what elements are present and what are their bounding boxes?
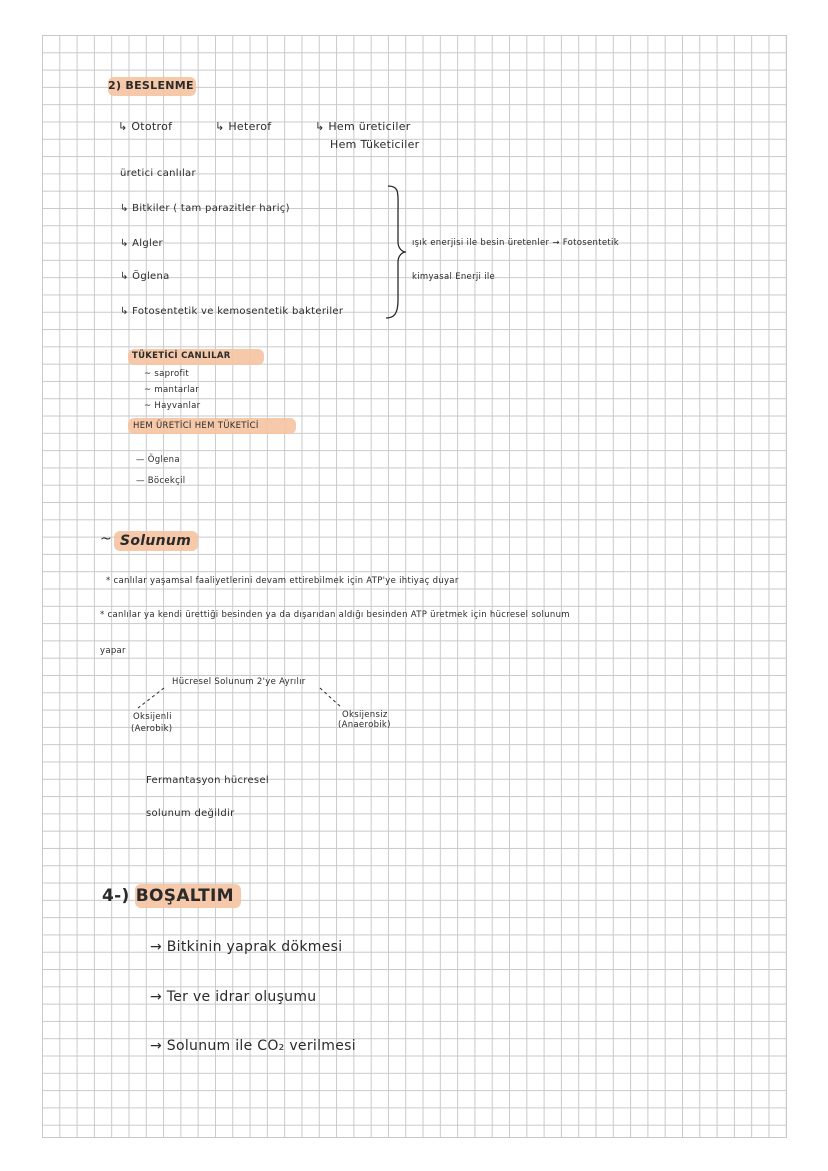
anaerobik-label: Oksijensiz — [342, 710, 388, 720]
uretici-item: ↳ Fotosentetik ve kemosentetik bakteriler — [120, 306, 344, 317]
solunum-line-1: * canlılar yaşamsal faaliyetlerini devam ettirebilmek için ATP'ye ihtiyaç duyar — [106, 576, 459, 586]
tuketici-item: ~ saprofit — [144, 369, 190, 379]
beslenme-heading: 2) BESLENME — [108, 79, 194, 92]
graph-paper-grid — [42, 35, 787, 1138]
fermantasyon-note: Fermantasyon hücresel — [146, 775, 269, 786]
split-arrows — [130, 686, 370, 712]
bosaltim-item: → Solunum ile CO₂ verilmesi — [150, 1038, 356, 1054]
curly-brace — [382, 182, 408, 322]
type-hem-tuketiciler: Hem Tüketiciler — [330, 138, 420, 151]
hem-title: HEM ÜRETİCİ HEM TÜKETİCİ — [133, 421, 259, 431]
uretici-item: ↳ Algler — [120, 238, 163, 249]
hem-item: — Öglena — [136, 455, 180, 465]
aerobik-label: Oksijenli — [133, 712, 172, 722]
uretici-item: ↳ Öglena — [120, 271, 170, 282]
aerobik-sub: (Aerobik) — [131, 724, 173, 734]
type-ototrof: ↳ Ototrof — [118, 120, 173, 133]
brace-note-fotosentetik: ışık enerjisi ile besin üretenler → Fotosentetik — [412, 238, 619, 248]
solunum-line-2: * canlılar ya kendi ürettiği besinden ya da dışarıdan aldığı besinden ATP üretmek için hücresel solunum — [100, 610, 570, 620]
split-label: Hücresel Solunum 2'ye Ayrılır — [172, 677, 306, 687]
ureticiler-title: üretici canlılar — [120, 168, 196, 179]
fermantasyon-note: solunum değildir — [146, 808, 235, 819]
bosaltim-item: → Ter ve idrar oluşumu — [150, 989, 317, 1005]
brace-note-kimyasal: kimyasal Enerji ile — [412, 272, 496, 282]
solunum-dash: ~ — [100, 531, 113, 547]
bosaltim-heading: 4-) BOŞALTIM — [102, 886, 234, 906]
solunum-line-2b: yapar — [100, 646, 126, 656]
uretici-item: ↳ Bitkiler ( tam parazitler hariç) — [120, 203, 290, 214]
anaerobik-sub: (Anaerobik) — [338, 720, 391, 730]
tuketici-item: ~ mantarlar — [144, 385, 200, 395]
type-hem-ureticiler: ↳ Hem üreticiler — [315, 120, 411, 133]
tuketici-item: ~ Hayvanlar — [144, 401, 201, 411]
hem-item: — Böcekçil — [136, 476, 186, 486]
tuketiciler-title: TÜKETİCİ CANLILAR — [132, 351, 231, 361]
bosaltim-item: → Bitkinin yaprak dökmesi — [150, 939, 343, 955]
type-heterof: ↳ Heterof — [215, 120, 272, 133]
solunum-heading: Solunum — [120, 533, 192, 549]
